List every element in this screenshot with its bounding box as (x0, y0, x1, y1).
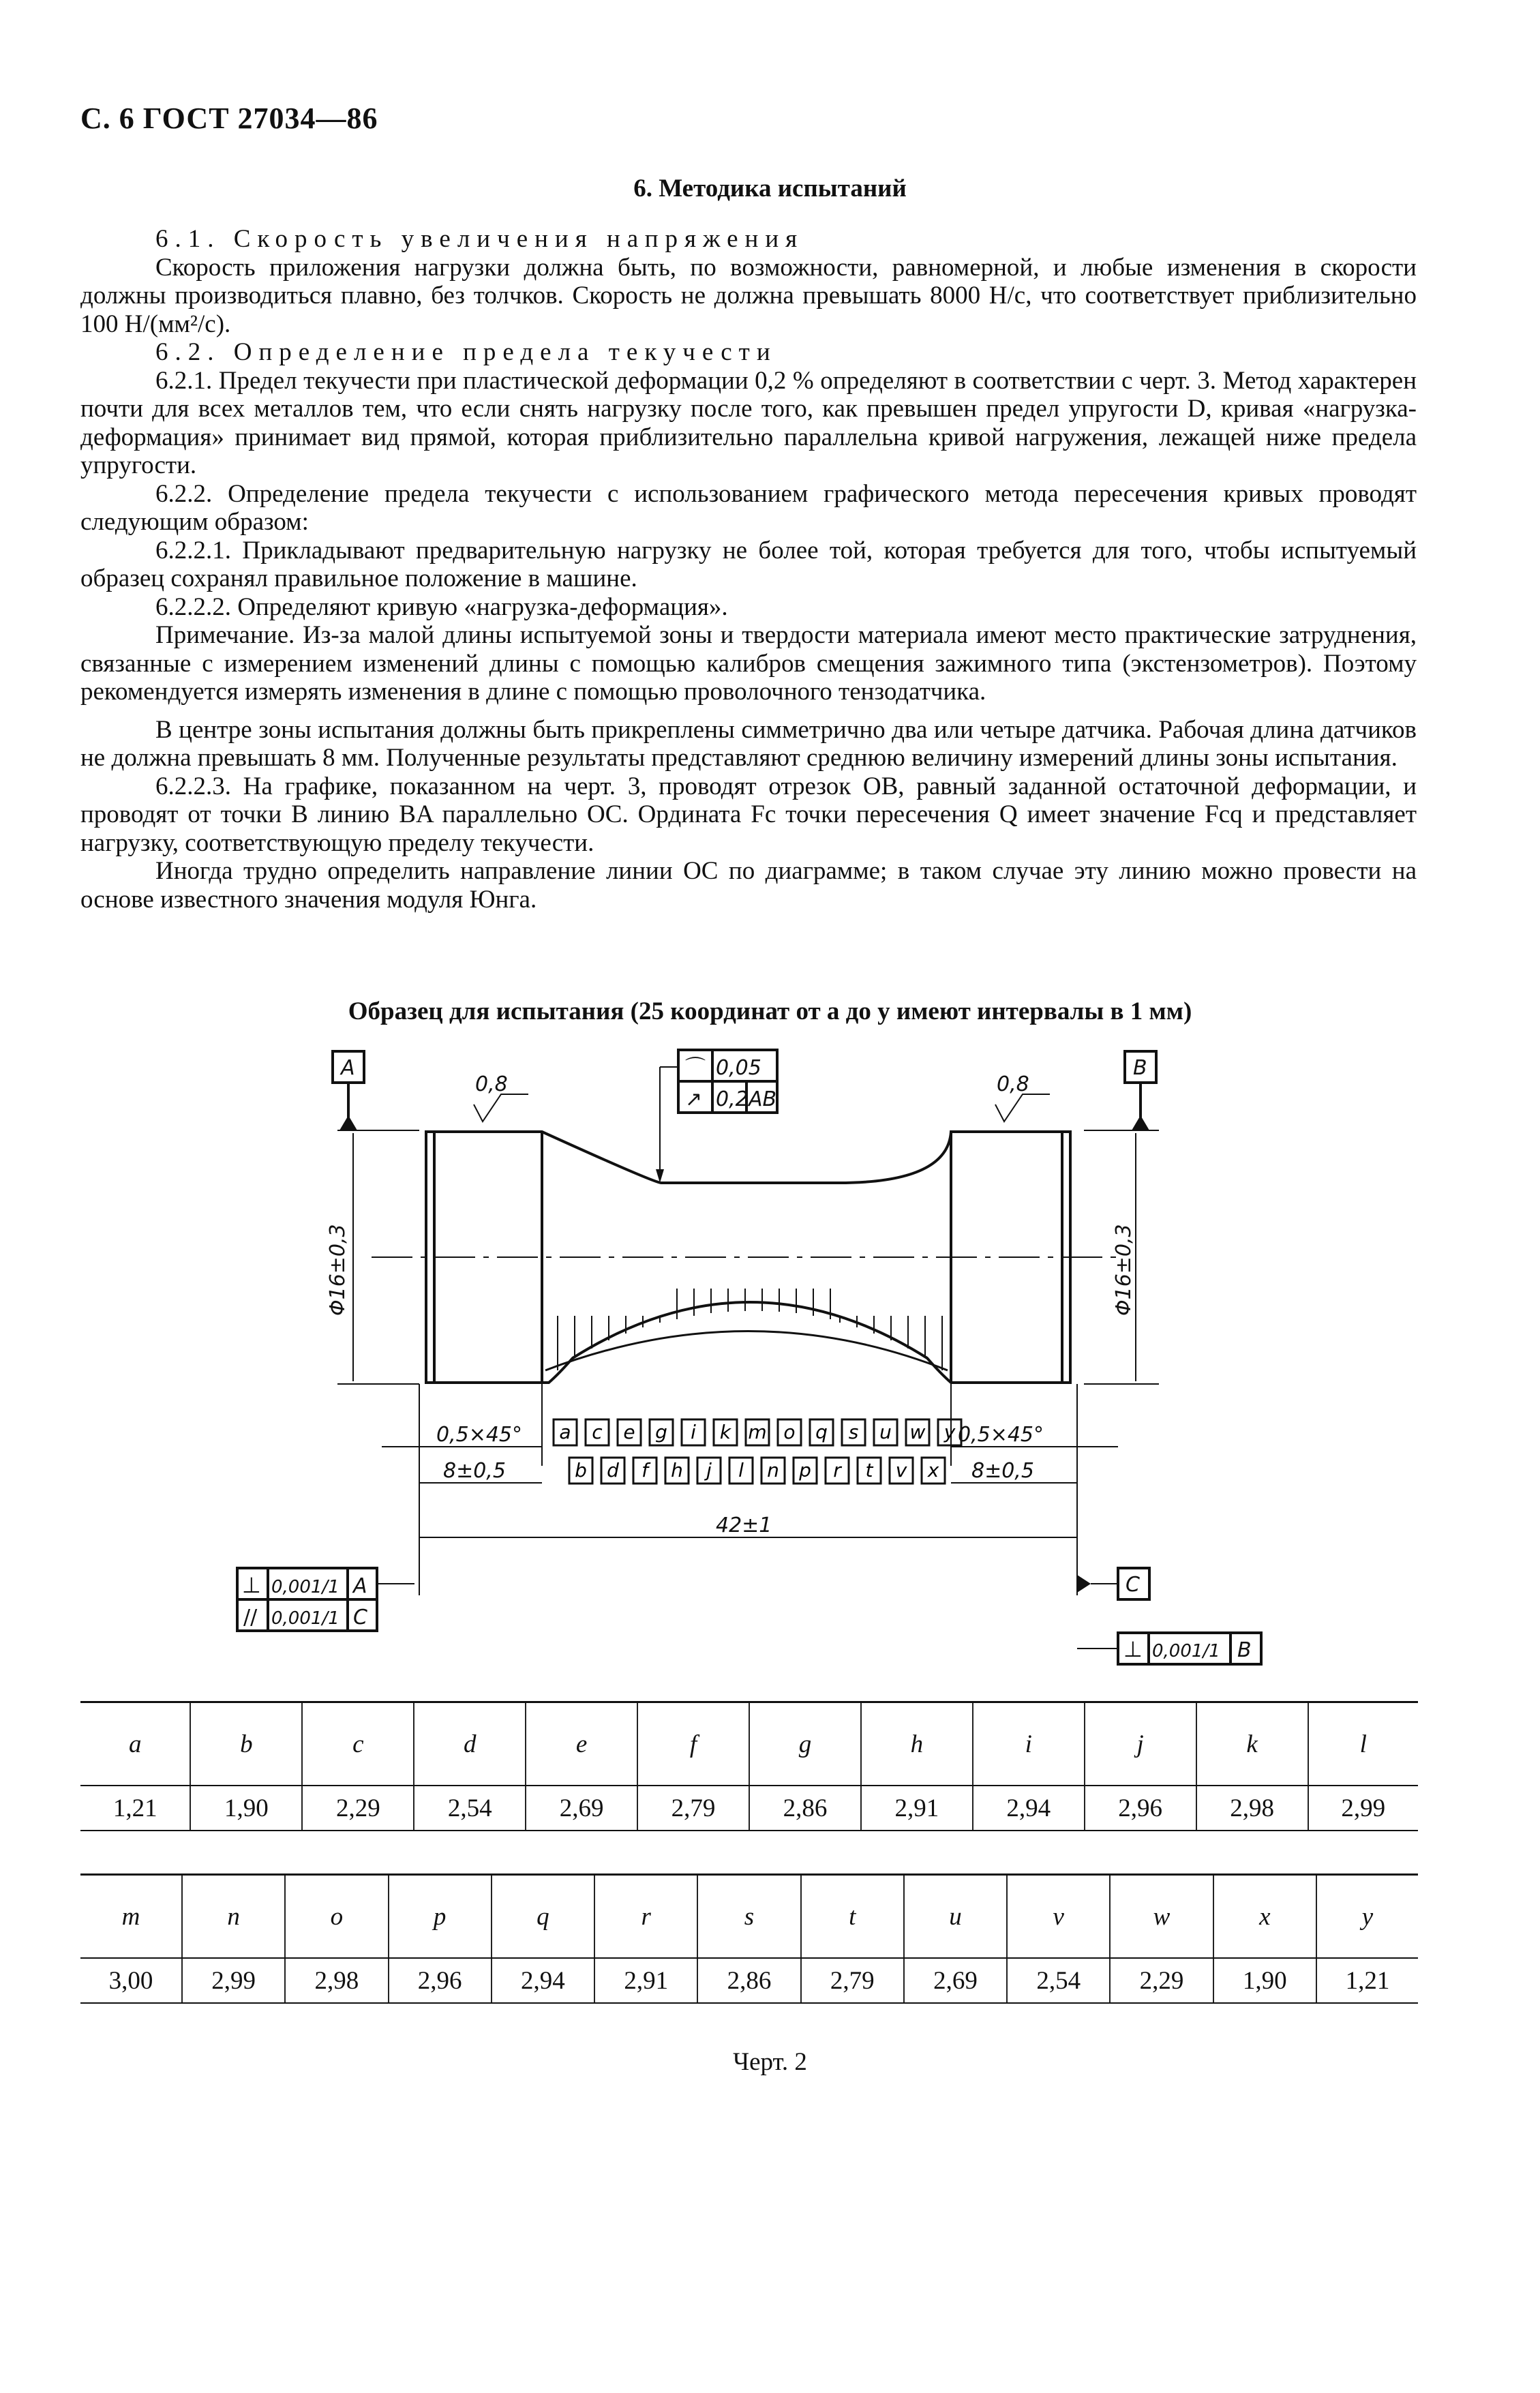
table-header-cell: e (526, 1702, 637, 1786)
table-cell: 1,21 (1316, 1958, 1418, 2003)
end-length-right: 8±0,5 (971, 1459, 1034, 1483)
table-header-cell: m (80, 1875, 182, 1959)
table-header-cell: f (637, 1702, 749, 1786)
table-header-row (80, 1875, 1418, 1959)
coordinate-letter: i (691, 1421, 696, 1443)
table-cell: 2,96 (1085, 1786, 1196, 1831)
table-cell: 2,99 (1308, 1786, 1418, 1831)
paragraph-heading: 6.2. Определение предела текучести (155, 338, 777, 366)
paragraph-heading: 6.1. Скорость увеличения напряжения (155, 225, 804, 253)
end-length-left: 8±0,5 (443, 1459, 506, 1483)
diameter-right: Φ16±0,3 (1112, 1224, 1136, 1316)
coordinate-letter: s (848, 1421, 859, 1443)
paragraph: В центре зоны испытания должны быть прикреплены симметрично два или четыре датчика. Рабочая длина датчиков не должна превышать 8 мм. Полученные результаты представляют среднюю величину измерений длины зоны испытания. (80, 715, 1417, 772)
perp-tol-value: 0,001/1 (271, 1577, 339, 1597)
table-header-cell: u (904, 1875, 1007, 1959)
table-header-cell: s (697, 1875, 800, 1959)
table-value-row (80, 1958, 1418, 2003)
table-header-cell: y (1316, 1875, 1418, 1959)
coordinate-letter: x (927, 1459, 939, 1481)
perpendicular-symbol: ⊥ (242, 1572, 261, 1598)
coordinate-letter: o (783, 1421, 796, 1443)
table-header-cell: n (182, 1875, 285, 1959)
coordinate-letter: g (655, 1421, 667, 1443)
table-cell: 2,94 (973, 1786, 1085, 1831)
paragraph: 6.2.2.2. Определяют кривую «нагрузка-деформация». (155, 592, 728, 621)
coordinate-letter: n (767, 1459, 779, 1481)
datum-c-label: C (1126, 1573, 1140, 1597)
diameter-left: Φ16±0,3 (326, 1224, 350, 1316)
coordinate-letter: j (706, 1459, 712, 1481)
profile-symbol: ⌒ (685, 1056, 706, 1080)
total-length: 42±1 (716, 1514, 772, 1537)
table-cell: 2,99 (182, 1958, 285, 2003)
table-header-cell: a (80, 1702, 190, 1786)
table-cell: 2,54 (414, 1786, 526, 1831)
coordinate-letter: t (865, 1459, 873, 1481)
runout-tol-value: 0,2 (716, 1087, 749, 1111)
table-header-cell: h (861, 1702, 973, 1786)
table-cell: 2,94 (492, 1958, 594, 2003)
table-cell: 2,91 (861, 1786, 973, 1831)
table-value-row (80, 1786, 1418, 1831)
section-title: 6. Методика испытаний (633, 175, 907, 202)
coordinate-letter: y (943, 1421, 956, 1443)
coordinate-letter: w (909, 1421, 926, 1443)
roughness-right: 0,8 (997, 1072, 1029, 1096)
profile-tol-value: 0,05 (716, 1056, 761, 1080)
table-header-cell: j (1085, 1702, 1196, 1786)
coordinate-letter: a (559, 1421, 571, 1443)
table-cell: 1,21 (80, 1786, 190, 1831)
page-header: С. 6 ГОСТ 27034—86 (80, 102, 378, 135)
table-cell: 2,69 (904, 1958, 1007, 2003)
paragraph: 6.2.2. Определение предела текучести с использованием графического метода пересечения кривых проводят следующим образом: (80, 479, 1417, 536)
perpendicular-symbol: ⊥ (1123, 1636, 1143, 1662)
paragraph: Скорость приложения нагрузки должна быть, по возможности, равномерной, и любые изменения в скорости должны производиться плавно, без толчков. Скорость не должна превышать 8000 Н/с, что соответствует приблизительно 100 Н/(мм²/с). (80, 253, 1417, 338)
table-header-cell: w (1110, 1875, 1213, 1959)
coordinate-letter: e (623, 1421, 635, 1443)
table-cell: 2,29 (1110, 1958, 1213, 2003)
table-cell: 2,96 (389, 1958, 492, 2003)
table-header-cell: t (801, 1875, 904, 1959)
coordinate-letter: v (895, 1459, 907, 1481)
coordinates-table-2 (80, 1873, 1418, 2004)
coordinate-letter: u (879, 1421, 892, 1443)
roughness-left: 0,8 (475, 1072, 508, 1096)
table-header-cell: p (389, 1875, 492, 1959)
table-cell: 2,86 (697, 1958, 800, 2003)
datum-b-label: B (1133, 1056, 1147, 1080)
body-text (80, 225, 1417, 914)
par-tol-value: 0,001/1 (271, 1608, 339, 1629)
coordinate-letter: d (607, 1459, 619, 1481)
specimen-drawing (0, 1029, 1540, 1670)
coordinate-letter-boxes (554, 1419, 961, 1484)
chamfer-left: 0,5×45° (436, 1423, 523, 1447)
table-header-cell: i (973, 1702, 1085, 1786)
table-header-row (80, 1702, 1418, 1786)
table-cell: 3,00 (80, 1958, 182, 2003)
table-header-cell: q (492, 1875, 594, 1959)
parallel-symbol: // (243, 1606, 258, 1629)
table-header-cell: l (1308, 1702, 1418, 1786)
coordinate-letter: q (815, 1421, 828, 1443)
table-cell: 2,86 (749, 1786, 861, 1831)
table-header-cell: v (1007, 1875, 1110, 1959)
table-header-cell: g (749, 1702, 861, 1786)
table-header-cell: b (190, 1702, 302, 1786)
datum-a-label: A (341, 1056, 355, 1080)
figure-caption: Образец для испытания (25 координат от a до y имеют интервалы в 1 мм) (348, 997, 1192, 1025)
coordinate-letter: k (719, 1421, 731, 1443)
table-header-cell: c (302, 1702, 414, 1786)
table-header-cell: r (594, 1875, 697, 1959)
paragraph: 6.2.1. Предел текучести при пластической деформации 0,2 % определяют в соответствии с черт. 3. Метод характерен почти для всех металлов тем, что если снять нагрузку после того, как превышен предел упругости D, кривая «нагрузка-деформация» принимает вид прямой, которая приблизительно параллельна кривой нагружения, лежащей ниже предела упругости. (80, 366, 1417, 479)
perp-tol-value-b: 0,001/1 (1152, 1641, 1220, 1661)
coordinate-letter: m (748, 1421, 767, 1443)
table-cell: 2,91 (594, 1958, 697, 2003)
perp-ref-b: B (1237, 1638, 1252, 1662)
coordinate-letter: p (799, 1459, 811, 1481)
table-cell: 2,69 (526, 1786, 637, 1831)
coordinate-letter: r (833, 1459, 841, 1481)
par-ref-c: C (353, 1606, 367, 1629)
chamfer-right: 0,5×45° (958, 1423, 1044, 1447)
table-cell: 1,90 (1213, 1958, 1316, 2003)
table-cell: 1,90 (190, 1786, 302, 1831)
coordinate-letter: f (641, 1459, 648, 1481)
coordinate-letter: c (592, 1421, 603, 1443)
coordinates-table-1 (80, 1701, 1418, 1831)
paragraph: 6.2.2.3. На графике, показанном на черт. 3, проводят отрезок OB, равный заданной остаточной деформации, и проводят от точки B линию BA параллельно OC. Ордината Fc точки пересечения Q имеет значение Fcq и представляет нагрузку, соответствующую пределу текучести. (80, 772, 1417, 857)
table-cell: 2,98 (285, 1958, 388, 2003)
table-cell: 2,54 (1007, 1958, 1110, 2003)
table-cell: 2,79 (637, 1786, 749, 1831)
table-header-cell: x (1213, 1875, 1316, 1959)
table-header-cell: o (285, 1875, 388, 1959)
table-header-cell: d (414, 1702, 526, 1786)
runout-ref: AB (749, 1087, 777, 1111)
table-cell: 2,98 (1196, 1786, 1308, 1831)
runout-symbol: ↗ (685, 1087, 703, 1111)
table-cell: 2,29 (302, 1786, 414, 1831)
figure-label: Черт. 2 (733, 2048, 807, 2076)
coordinate-letter: h (671, 1459, 683, 1481)
table-cell: 2,79 (801, 1958, 904, 2003)
coordinate-letter: b (575, 1459, 587, 1481)
perp-ref-a: A (353, 1574, 367, 1598)
paragraph: Иногда трудно определить направление линии OC по диаграмме; в таком случае эту линию можно провести на основе известного значения модуля Юнга. (80, 857, 1417, 914)
coordinate-letter: l (738, 1459, 744, 1481)
table-header-cell: k (1196, 1702, 1308, 1786)
note-paragraph: Примечание. Из-за малой длины испытуемой зоны и твердости материала имеют место практические затруднения, связанные с измерением изменений длины с помощью калибров смещения зажимного типа (экстензометров). Поэтому рекомендуется измерять изменения в длине с помощью проволочного тензодатчика. (80, 621, 1417, 706)
paragraph: 6.2.2.1. Прикладывают предварительную нагрузку не более той, которая требуется для того, чтобы испытуемый образец сохранял правильное положение в машине. (80, 536, 1417, 592)
